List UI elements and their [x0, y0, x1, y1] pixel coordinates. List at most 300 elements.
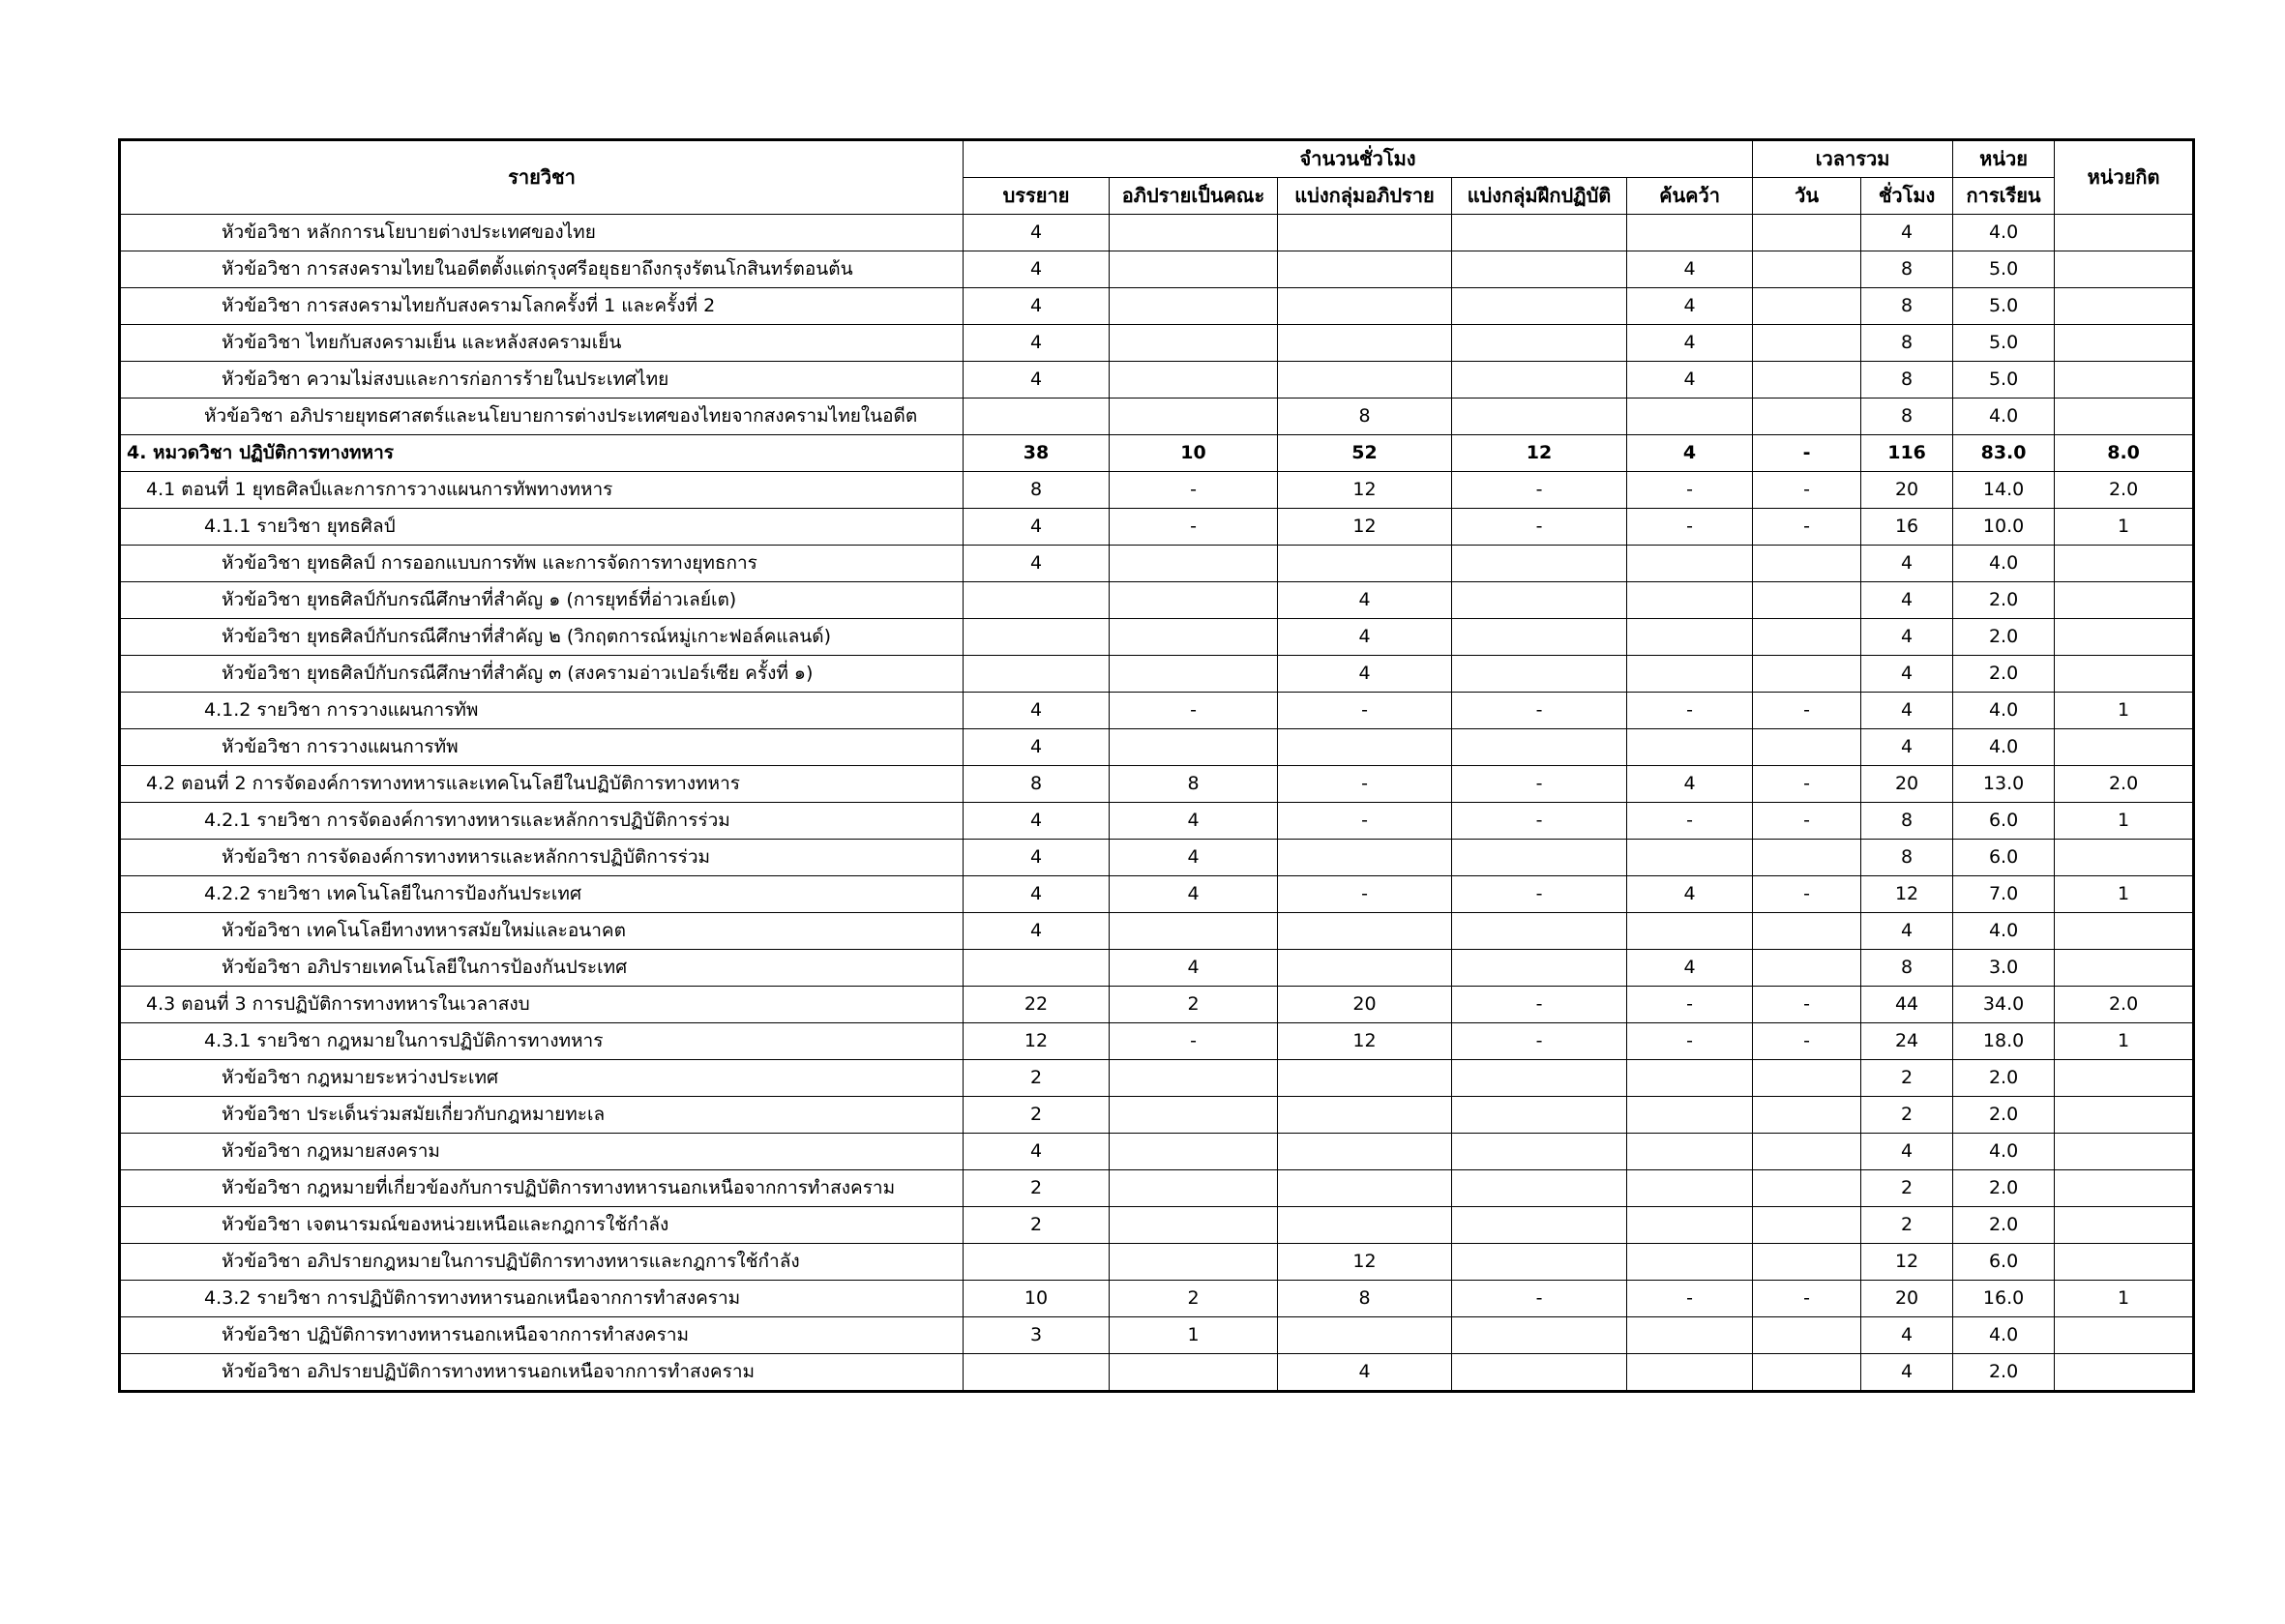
header-day: วัน — [1753, 178, 1861, 215]
table-row — [120, 840, 2194, 876]
cell-lecture: 4 — [964, 876, 1110, 913]
cell-lecture: 12 — [964, 1023, 1110, 1060]
cell-unit: 6.0 — [1953, 840, 2055, 876]
cell-unit: 2.0 — [1953, 1097, 2055, 1134]
cell-subject: 4.3 ตอนที่ 3 การปฏิบัติการทางทหารในเวลาสงบ — [120, 987, 964, 1023]
cell-day — [1753, 1317, 1861, 1354]
cell-group-discussion — [1278, 1317, 1452, 1354]
header-unit-bottom: การเรียน — [1953, 178, 2055, 215]
cell-hour: 20 — [1861, 1281, 1953, 1317]
table-row — [120, 803, 2194, 840]
cell-day: - — [1753, 766, 1861, 803]
cell-group-discussion: 4 — [1278, 619, 1452, 656]
cell-hour: 8 — [1861, 950, 1953, 987]
cell-credit — [2055, 1060, 2194, 1097]
cell-research — [1627, 399, 1753, 435]
cell-credit — [2055, 251, 2194, 288]
cell-lecture: 2 — [964, 1060, 1110, 1097]
cell-unit: 5.0 — [1953, 325, 2055, 362]
cell-group-discussion: 12 — [1278, 1023, 1452, 1060]
cell-hour: 8 — [1861, 325, 1953, 362]
cell-group-discussion: - — [1278, 876, 1452, 913]
cell-day — [1753, 950, 1861, 987]
cell-lecture: 38 — [964, 435, 1110, 472]
cell-subject: หัวข้อวิชา กฎหมายระหว่างประเทศ — [120, 1060, 964, 1097]
cell-unit: 10.0 — [1953, 509, 2055, 546]
cell-subject: 4. หมวดวิชา ปฏิบัติการทางทหาร — [120, 435, 964, 472]
cell-group-practice — [1452, 1207, 1627, 1244]
cell-hour: 8 — [1861, 399, 1953, 435]
cell-group-practice — [1452, 1317, 1627, 1354]
table-row — [120, 546, 2194, 582]
cell-discussion: 8 — [1110, 766, 1278, 803]
cell-subject: 4.3.2 รายวิชา การปฏิบัติการทางทหารนอกเหนือจากการทำสงคราม — [120, 1281, 964, 1317]
cell-credit — [2055, 950, 2194, 987]
cell-hour: 4 — [1861, 1317, 1953, 1354]
table-row — [120, 399, 2194, 435]
cell-hour: 12 — [1861, 1244, 1953, 1281]
cell-discussion — [1110, 656, 1278, 693]
cell-subject: หัวข้อวิชา ประเด็นร่วมสมัยเกี่ยวกับกฎหมายทะเล — [120, 1097, 964, 1134]
cell-lecture: 10 — [964, 1281, 1110, 1317]
cell-day — [1753, 1244, 1861, 1281]
cell-unit: 14.0 — [1953, 472, 2055, 509]
cell-discussion: 2 — [1110, 987, 1278, 1023]
cell-group-discussion: 4 — [1278, 656, 1452, 693]
cell-credit — [2055, 840, 2194, 876]
cell-day: - — [1753, 509, 1861, 546]
header-hour: ชั่วโมง — [1861, 178, 1953, 215]
cell-hour: 4 — [1861, 913, 1953, 950]
cell-discussion: 4 — [1110, 950, 1278, 987]
cell-group-discussion — [1278, 913, 1452, 950]
table-row — [120, 729, 2194, 766]
cell-group-practice — [1452, 950, 1627, 987]
cell-lecture: 4 — [964, 729, 1110, 766]
cell-discussion — [1110, 546, 1278, 582]
cell-group-discussion: 8 — [1278, 399, 1452, 435]
cell-research: 4 — [1627, 766, 1753, 803]
cell-research: 4 — [1627, 876, 1753, 913]
cell-day: - — [1753, 876, 1861, 913]
cell-unit: 2.0 — [1953, 582, 2055, 619]
cell-hour: 2 — [1861, 1097, 1953, 1134]
cell-subject: หัวข้อวิชา อภิปรายกฎหมายในการปฏิบัติการทางทหารและกฎการใช้กำลัง — [120, 1244, 964, 1281]
cell-group-discussion: - — [1278, 766, 1452, 803]
cell-discussion: - — [1110, 509, 1278, 546]
cell-credit — [2055, 399, 2194, 435]
cell-discussion — [1110, 362, 1278, 399]
cell-lecture: 4 — [964, 546, 1110, 582]
header-group-discussion: แบ่งกลุ่มอภิปราย — [1278, 178, 1452, 215]
cell-group-practice — [1452, 913, 1627, 950]
cell-hour: 12 — [1861, 876, 1953, 913]
cell-lecture — [964, 1244, 1110, 1281]
cell-unit: 4.0 — [1953, 729, 2055, 766]
cell-research: - — [1627, 472, 1753, 509]
cell-day: - — [1753, 803, 1861, 840]
cell-group-practice — [1452, 656, 1627, 693]
cell-group-practice: - — [1452, 472, 1627, 509]
cell-discussion — [1110, 1170, 1278, 1207]
cell-hour: 4 — [1861, 582, 1953, 619]
cell-day — [1753, 913, 1861, 950]
cell-group-discussion — [1278, 1134, 1452, 1170]
cell-research — [1627, 1060, 1753, 1097]
cell-day — [1753, 619, 1861, 656]
cell-lecture: 2 — [964, 1207, 1110, 1244]
cell-group-practice — [1452, 1244, 1627, 1281]
cell-group-practice: - — [1452, 876, 1627, 913]
cell-group-discussion: 4 — [1278, 582, 1452, 619]
cell-hour: 4 — [1861, 1354, 1953, 1392]
cell-credit — [2055, 1244, 2194, 1281]
table-row — [120, 251, 2194, 288]
curriculum-table — [118, 138, 2195, 1393]
cell-discussion: - — [1110, 472, 1278, 509]
cell-lecture — [964, 950, 1110, 987]
cell-discussion: 4 — [1110, 803, 1278, 840]
cell-unit: 4.0 — [1953, 399, 2055, 435]
cell-subject: หัวข้อวิชา ยุทธศิลป์กับกรณีศึกษาที่สำคัญ ๑ (การยุทธ์ที่อ่าวเลย์เต) — [120, 582, 964, 619]
cell-subject: หัวข้อวิชา ไทยกับสงครามเย็น และหลังสงครามเย็น — [120, 325, 964, 362]
cell-unit: 6.0 — [1953, 803, 2055, 840]
cell-credit — [2055, 913, 2194, 950]
cell-unit: 5.0 — [1953, 362, 2055, 399]
cell-subject: หัวข้อวิชา อภิปรายเทคโนโลยีในการป้องกันประเทศ — [120, 950, 964, 987]
cell-group-discussion: 20 — [1278, 987, 1452, 1023]
cell-discussion — [1110, 215, 1278, 251]
table-row — [120, 582, 2194, 619]
cell-hour: 4 — [1861, 729, 1953, 766]
cell-credit: 2.0 — [2055, 987, 2194, 1023]
header-unit-top: หน่วย — [1953, 140, 2055, 178]
cell-discussion — [1110, 399, 1278, 435]
cell-credit — [2055, 546, 2194, 582]
cell-hour: 4 — [1861, 656, 1953, 693]
cell-research — [1627, 215, 1753, 251]
cell-subject: หัวข้อวิชา อภิปรายยุทธศาสตร์และนโยบายการต่างประเทศของไทยจากสงครามไทยในอดีต — [120, 399, 964, 435]
cell-hour: 2 — [1861, 1170, 1953, 1207]
cell-group-discussion: - — [1278, 693, 1452, 729]
cell-research: 4 — [1627, 325, 1753, 362]
header-research: ค้นคว้า — [1627, 178, 1753, 215]
cell-group-practice — [1452, 251, 1627, 288]
table-row — [120, 766, 2194, 803]
cell-research — [1627, 1170, 1753, 1207]
table-row — [120, 362, 2194, 399]
cell-subject: หัวข้อวิชา การสงครามไทยกับสงครามโลกครั้งที่ 1 และครั้งที่ 2 — [120, 288, 964, 325]
cell-unit: 4.0 — [1953, 693, 2055, 729]
cell-research — [1627, 1207, 1753, 1244]
cell-subject: 4.2.1 รายวิชา การจัดองค์การทางทหารและหลักการปฏิบัติการร่วม — [120, 803, 964, 840]
table-row — [120, 1354, 2194, 1392]
table-row — [120, 656, 2194, 693]
cell-subject: 4.1.2 รายวิชา การวางแผนการทัพ — [120, 693, 964, 729]
table-row — [120, 472, 2194, 509]
cell-group-practice — [1452, 582, 1627, 619]
cell-group-discussion: 12 — [1278, 472, 1452, 509]
cell-research: - — [1627, 1281, 1753, 1317]
cell-hour: 16 — [1861, 509, 1953, 546]
cell-unit: 4.0 — [1953, 1317, 2055, 1354]
cell-unit: 2.0 — [1953, 1170, 2055, 1207]
cell-discussion: - — [1110, 1023, 1278, 1060]
cell-subject: หัวข้อวิชา กฎหมายที่เกี่ยวข้องกับการปฏิบัติการทางทหารนอกเหนือจากการทำสงคราม — [120, 1170, 964, 1207]
cell-hour: 8 — [1861, 840, 1953, 876]
cell-group-practice: - — [1452, 766, 1627, 803]
cell-discussion: 1 — [1110, 1317, 1278, 1354]
curriculum-sheet — [118, 138, 2192, 1393]
table-row — [120, 619, 2194, 656]
cell-unit: 2.0 — [1953, 1207, 2055, 1244]
cell-subject: หัวข้อวิชา การวางแผนการทัพ — [120, 729, 964, 766]
cell-group-practice — [1452, 362, 1627, 399]
cell-lecture: 2 — [964, 1170, 1110, 1207]
cell-research — [1627, 582, 1753, 619]
table-row — [120, 435, 2194, 472]
cell-hour: 4 — [1861, 215, 1953, 251]
cell-lecture: 4 — [964, 251, 1110, 288]
table-row — [120, 1023, 2194, 1060]
cell-discussion — [1110, 1097, 1278, 1134]
cell-hour: 20 — [1861, 766, 1953, 803]
cell-group-practice — [1452, 215, 1627, 251]
cell-hour: 8 — [1861, 362, 1953, 399]
cell-group-discussion — [1278, 1097, 1452, 1134]
table-row — [120, 950, 2194, 987]
cell-subject: หัวข้อวิชา ยุทธศิลป์กับกรณีศึกษาที่สำคัญ ๒ (วิกฤตการณ์หมู่เกาะฟอล์คแลนด์) — [120, 619, 964, 656]
cell-credit: 2.0 — [2055, 766, 2194, 803]
cell-hour: 8 — [1861, 288, 1953, 325]
cell-research — [1627, 1354, 1753, 1392]
cell-hour: 4 — [1861, 619, 1953, 656]
cell-lecture — [964, 619, 1110, 656]
header-discussion: อภิปรายเป็นคณะ — [1110, 178, 1278, 215]
cell-group-discussion — [1278, 729, 1452, 766]
cell-credit — [2055, 582, 2194, 619]
cell-group-practice — [1452, 1170, 1627, 1207]
cell-credit: 1 — [2055, 1281, 2194, 1317]
cell-credit: 8.0 — [2055, 435, 2194, 472]
cell-lecture — [964, 582, 1110, 619]
cell-lecture: 4 — [964, 693, 1110, 729]
table-row — [120, 1060, 2194, 1097]
cell-group-discussion — [1278, 362, 1452, 399]
cell-discussion — [1110, 619, 1278, 656]
cell-subject: 4.2 ตอนที่ 2 การจัดองค์การทางทหารและเทคโนโลยีในปฏิบัติการทางทหาร — [120, 766, 964, 803]
cell-discussion — [1110, 1207, 1278, 1244]
cell-group-discussion: 12 — [1278, 1244, 1452, 1281]
cell-discussion — [1110, 288, 1278, 325]
cell-subject: หัวข้อวิชา ปฏิบัติการทางทหารนอกเหนือจากการทำสงคราม — [120, 1317, 964, 1354]
cell-group-discussion — [1278, 1170, 1452, 1207]
cell-credit — [2055, 325, 2194, 362]
table-row — [120, 1281, 2194, 1317]
table-row — [120, 325, 2194, 362]
cell-lecture: 4 — [964, 913, 1110, 950]
cell-group-discussion: 8 — [1278, 1281, 1452, 1317]
cell-group-discussion — [1278, 288, 1452, 325]
cell-hour: 8 — [1861, 251, 1953, 288]
cell-lecture: 4 — [964, 1134, 1110, 1170]
cell-group-practice — [1452, 619, 1627, 656]
cell-lecture: 8 — [964, 766, 1110, 803]
cell-group-discussion: 52 — [1278, 435, 1452, 472]
header-hours-group: จำนวนชั่วโมง — [964, 140, 1753, 178]
cell-day — [1753, 1170, 1861, 1207]
table-header — [120, 140, 2194, 215]
cell-research — [1627, 656, 1753, 693]
table-row — [120, 1170, 2194, 1207]
cell-research: 4 — [1627, 251, 1753, 288]
cell-credit — [2055, 1134, 2194, 1170]
cell-group-discussion — [1278, 1060, 1452, 1097]
cell-credit — [2055, 1317, 2194, 1354]
cell-subject: หัวข้อวิชา เทคโนโลยีทางทหารสมัยใหม่และอนาคต — [120, 913, 964, 950]
cell-group-discussion — [1278, 251, 1452, 288]
cell-discussion — [1110, 251, 1278, 288]
cell-day — [1753, 729, 1861, 766]
cell-unit: 2.0 — [1953, 1354, 2055, 1392]
cell-hour: 44 — [1861, 987, 1953, 1023]
cell-hour: 2 — [1861, 1060, 1953, 1097]
cell-unit: 34.0 — [1953, 987, 2055, 1023]
cell-group-discussion: 4 — [1278, 1354, 1452, 1392]
cell-hour: 116 — [1861, 435, 1953, 472]
cell-credit: 1 — [2055, 803, 2194, 840]
table-row — [120, 693, 2194, 729]
cell-day — [1753, 288, 1861, 325]
cell-credit — [2055, 288, 2194, 325]
cell-research — [1627, 619, 1753, 656]
cell-group-practice: - — [1452, 1281, 1627, 1317]
cell-day — [1753, 1354, 1861, 1392]
cell-discussion: 4 — [1110, 840, 1278, 876]
cell-credit — [2055, 215, 2194, 251]
cell-hour: 20 — [1861, 472, 1953, 509]
cell-day — [1753, 546, 1861, 582]
cell-subject: 4.1.1 รายวิชา ยุทธศิลป์ — [120, 509, 964, 546]
cell-research: - — [1627, 803, 1753, 840]
cell-group-practice — [1452, 1097, 1627, 1134]
cell-credit: 2.0 — [2055, 472, 2194, 509]
cell-group-practice — [1452, 288, 1627, 325]
table-row — [120, 1097, 2194, 1134]
table-row — [120, 215, 2194, 251]
cell-subject: หัวข้อวิชา การจัดองค์การทางทหารและหลักการปฏิบัติการร่วม — [120, 840, 964, 876]
cell-day: - — [1753, 1281, 1861, 1317]
cell-unit: 4.0 — [1953, 1134, 2055, 1170]
cell-subject: หัวข้อวิชา ยุทธศิลป์ การออกแบบการทัพ และการจัดการทางยุทธการ — [120, 546, 964, 582]
cell-credit — [2055, 619, 2194, 656]
cell-unit: 5.0 — [1953, 251, 2055, 288]
table-row — [120, 876, 2194, 913]
cell-subject: 4.1 ตอนที่ 1 ยุทธศิลป์และการการวางแผนการทัพทางทหาร — [120, 472, 964, 509]
cell-subject: หัวข้อวิชา อภิปรายปฏิบัติการทางทหารนอกเหนือจากการทำสงคราม — [120, 1354, 964, 1392]
cell-credit — [2055, 656, 2194, 693]
cell-group-practice — [1452, 729, 1627, 766]
cell-lecture: 2 — [964, 1097, 1110, 1134]
cell-hour: 4 — [1861, 1134, 1953, 1170]
cell-group-practice: - — [1452, 693, 1627, 729]
cell-day: - — [1753, 987, 1861, 1023]
cell-unit: 4.0 — [1953, 913, 2055, 950]
cell-subject: หัวข้อวิชา หลักการนโยบายต่างประเทศของไทย — [120, 215, 964, 251]
cell-lecture: 4 — [964, 362, 1110, 399]
header-group-practice: แบ่งกลุ่มฝึกปฏิบัติ — [1452, 178, 1627, 215]
cell-unit: 18.0 — [1953, 1023, 2055, 1060]
cell-credit: 1 — [2055, 876, 2194, 913]
table-row — [120, 987, 2194, 1023]
table-row — [120, 1134, 2194, 1170]
cell-group-practice — [1452, 840, 1627, 876]
cell-subject: หัวข้อวิชา เจตนารมณ์ของหน่วยเหนือและกฎการใช้กำลัง — [120, 1207, 964, 1244]
table-row — [120, 1317, 2194, 1354]
cell-credit: 1 — [2055, 1023, 2194, 1060]
cell-day — [1753, 1097, 1861, 1134]
table-row — [120, 288, 2194, 325]
cell-research: 4 — [1627, 950, 1753, 987]
cell-unit: 7.0 — [1953, 876, 2055, 913]
cell-group-practice: 12 — [1452, 435, 1627, 472]
cell-lecture: 3 — [964, 1317, 1110, 1354]
cell-research — [1627, 1097, 1753, 1134]
cell-hour: 2 — [1861, 1207, 1953, 1244]
cell-subject: หัวข้อวิชา ยุทธศิลป์กับกรณีศึกษาที่สำคัญ ๓ (สงครามอ่าวเปอร์เซีย ครั้งที่ ๑) — [120, 656, 964, 693]
cell-research: 4 — [1627, 362, 1753, 399]
cell-day: - — [1753, 1023, 1861, 1060]
cell-unit: 4.0 — [1953, 215, 2055, 251]
cell-research — [1627, 840, 1753, 876]
cell-group-discussion — [1278, 1207, 1452, 1244]
cell-group-discussion — [1278, 325, 1452, 362]
cell-hour: 4 — [1861, 693, 1953, 729]
cell-discussion — [1110, 1060, 1278, 1097]
cell-research — [1627, 546, 1753, 582]
cell-unit: 83.0 — [1953, 435, 2055, 472]
cell-unit: 2.0 — [1953, 619, 2055, 656]
cell-group-practice: - — [1452, 509, 1627, 546]
cell-discussion: 10 — [1110, 435, 1278, 472]
cell-discussion — [1110, 1354, 1278, 1392]
cell-group-practice — [1452, 1134, 1627, 1170]
cell-discussion — [1110, 913, 1278, 950]
cell-hour: 24 — [1861, 1023, 1953, 1060]
cell-research: - — [1627, 987, 1753, 1023]
cell-lecture: 4 — [964, 840, 1110, 876]
cell-group-practice: - — [1452, 987, 1627, 1023]
cell-group-discussion — [1278, 950, 1452, 987]
cell-credit — [2055, 1170, 2194, 1207]
cell-group-practice: - — [1452, 1023, 1627, 1060]
cell-research: 4 — [1627, 288, 1753, 325]
cell-subject: หัวข้อวิชา กฎหมายสงคราม — [120, 1134, 964, 1170]
cell-discussion — [1110, 729, 1278, 766]
table-row — [120, 509, 2194, 546]
cell-credit — [2055, 1354, 2194, 1392]
cell-day — [1753, 325, 1861, 362]
table-row — [120, 1244, 2194, 1281]
header-time-group: เวลารวม — [1753, 140, 1953, 178]
cell-discussion — [1110, 1134, 1278, 1170]
cell-lecture — [964, 1354, 1110, 1392]
cell-group-practice — [1452, 1060, 1627, 1097]
cell-research: 4 — [1627, 435, 1753, 472]
cell-lecture: 4 — [964, 325, 1110, 362]
cell-day — [1753, 840, 1861, 876]
cell-lecture: 4 — [964, 288, 1110, 325]
